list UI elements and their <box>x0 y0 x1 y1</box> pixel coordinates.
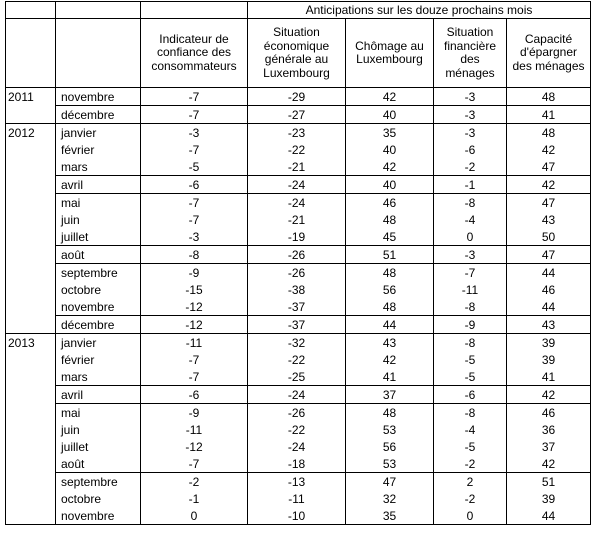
value-cell: 0 <box>434 507 507 525</box>
value-cell: -24 <box>248 176 346 194</box>
table-row <box>6 507 591 525</box>
year-cell <box>6 404 56 422</box>
year-cell <box>6 141 56 158</box>
value-cell: -11 <box>434 281 507 298</box>
table-row <box>6 176 591 194</box>
year-cell <box>6 176 56 194</box>
value-cell: 47 <box>507 246 591 264</box>
year-cell <box>6 455 56 473</box>
value-cell: 44 <box>507 507 591 525</box>
year-cell <box>6 386 56 404</box>
month-cell: novembre <box>56 88 141 106</box>
value-cell: 40 <box>346 141 434 158</box>
table-row <box>6 106 591 124</box>
value-cell: 42 <box>507 141 591 158</box>
value-cell: -7 <box>141 368 248 386</box>
value-cell: -5 <box>434 368 507 386</box>
year-cell <box>6 298 56 316</box>
value-cell: -26 <box>248 404 346 422</box>
table-row <box>6 490 591 507</box>
value-cell: 37 <box>346 386 434 404</box>
month-cell: janvier <box>56 334 141 352</box>
value-cell: -27 <box>248 106 346 124</box>
year-cell <box>6 368 56 386</box>
year-cell <box>6 228 56 246</box>
value-cell: -7 <box>141 455 248 473</box>
value-cell: 35 <box>346 507 434 525</box>
value-cell: 46 <box>507 281 591 298</box>
value-cell: -7 <box>141 88 248 106</box>
value-cell: -19 <box>248 228 346 246</box>
value-cell: 2 <box>434 473 507 491</box>
column-header: Capacité d'épargner des ménages <box>507 19 591 88</box>
value-cell: 48 <box>346 211 434 228</box>
value-cell: 53 <box>346 455 434 473</box>
value-cell: 43 <box>507 211 591 228</box>
value-cell: -3 <box>434 106 507 124</box>
value-cell: 44 <box>507 298 591 316</box>
table-row <box>6 211 591 228</box>
month-cell: janvier <box>56 124 141 142</box>
table-row <box>6 368 591 386</box>
value-cell: 46 <box>346 194 434 212</box>
table-row <box>6 246 591 264</box>
empty-header-cell <box>141 2 248 19</box>
value-cell: 39 <box>507 351 591 368</box>
year-cell <box>6 351 56 368</box>
value-cell: -4 <box>434 211 507 228</box>
month-cell: décembre <box>56 316 141 334</box>
table-row <box>6 158 591 176</box>
table-row <box>6 386 591 404</box>
month-cell: septembre <box>56 264 141 282</box>
value-cell: -5 <box>141 158 248 176</box>
value-cell: -11 <box>141 334 248 352</box>
month-cell: avril <box>56 386 141 404</box>
value-cell: -12 <box>141 298 248 316</box>
table-row <box>6 473 591 491</box>
value-cell: 41 <box>346 368 434 386</box>
table-row <box>6 141 591 158</box>
value-cell: -6 <box>141 176 248 194</box>
month-cell: mars <box>56 158 141 176</box>
column-header: Chômage au Luxembourg <box>346 19 434 88</box>
year-cell: 2013 <box>6 334 56 352</box>
value-cell: 47 <box>346 473 434 491</box>
month-cell: mars <box>56 368 141 386</box>
value-cell: 39 <box>507 334 591 352</box>
column-header-row <box>6 19 591 88</box>
month-cell: juillet <box>56 438 141 455</box>
year-cell <box>6 490 56 507</box>
year-cell <box>6 264 56 282</box>
year-cell <box>6 507 56 525</box>
table-row <box>6 228 591 246</box>
value-cell: -32 <box>248 334 346 352</box>
value-cell: -22 <box>248 351 346 368</box>
value-cell: -22 <box>248 141 346 158</box>
value-cell: -2 <box>141 473 248 491</box>
value-cell: -2 <box>434 455 507 473</box>
value-cell: -37 <box>248 316 346 334</box>
value-cell: -3 <box>434 246 507 264</box>
value-cell: 48 <box>507 124 591 142</box>
value-cell: -23 <box>248 124 346 142</box>
table-row <box>6 334 591 352</box>
year-cell: 2011 <box>6 88 56 106</box>
year-cell <box>6 158 56 176</box>
month-cell: juillet <box>56 228 141 246</box>
value-cell: 56 <box>346 438 434 455</box>
value-cell: -5 <box>434 351 507 368</box>
value-cell: -29 <box>248 88 346 106</box>
value-cell: -38 <box>248 281 346 298</box>
empty-header-cell <box>56 2 141 19</box>
year-cell <box>6 473 56 491</box>
value-cell: 50 <box>507 228 591 246</box>
value-cell: 43 <box>346 334 434 352</box>
empty-corner-cell <box>6 2 56 19</box>
value-cell: 42 <box>507 386 591 404</box>
value-cell: -4 <box>434 421 507 438</box>
value-cell: -8 <box>434 334 507 352</box>
value-cell: 39 <box>507 490 591 507</box>
value-cell: 48 <box>346 404 434 422</box>
value-cell: 47 <box>507 158 591 176</box>
value-cell: 0 <box>434 228 507 246</box>
year-cell: 2012 <box>6 124 56 142</box>
value-cell: 32 <box>346 490 434 507</box>
column-header: Situation financière des ménages <box>434 19 507 88</box>
value-cell: 37 <box>507 438 591 455</box>
month-cell: février <box>56 351 141 368</box>
table-row <box>6 421 591 438</box>
month-cell: février <box>56 141 141 158</box>
month-cell: août <box>56 455 141 473</box>
value-cell: -3 <box>434 124 507 142</box>
value-cell: -7 <box>141 211 248 228</box>
value-cell: -25 <box>248 368 346 386</box>
value-cell: 41 <box>507 368 591 386</box>
year-cell <box>6 316 56 334</box>
table-row <box>6 455 591 473</box>
year-header-cell <box>6 19 56 88</box>
value-cell: 44 <box>346 316 434 334</box>
value-cell: -1 <box>141 490 248 507</box>
month-header-cell <box>56 19 141 88</box>
table-row <box>6 264 591 282</box>
value-cell: 41 <box>507 106 591 124</box>
value-cell: -9 <box>434 316 507 334</box>
value-cell: 44 <box>507 264 591 282</box>
table-row <box>6 404 591 422</box>
column-header: Situation économique générale au Luxembourg <box>248 19 346 88</box>
value-cell: -15 <box>141 281 248 298</box>
value-cell: 42 <box>507 176 591 194</box>
value-cell: 40 <box>346 106 434 124</box>
value-cell: -1 <box>434 176 507 194</box>
value-cell: 42 <box>507 455 591 473</box>
value-cell: -11 <box>141 421 248 438</box>
value-cell: -12 <box>141 316 248 334</box>
value-cell: 48 <box>346 264 434 282</box>
value-cell: -24 <box>248 194 346 212</box>
year-cell <box>6 438 56 455</box>
value-cell: 43 <box>507 316 591 334</box>
header-top-row <box>6 2 591 19</box>
value-cell: -3 <box>434 88 507 106</box>
table-row <box>6 88 591 106</box>
year-cell <box>6 246 56 264</box>
value-cell: -6 <box>141 386 248 404</box>
value-cell: -6 <box>434 386 507 404</box>
confidence-table <box>5 1 591 525</box>
year-cell <box>6 106 56 124</box>
month-cell: novembre <box>56 507 141 525</box>
month-cell: mai <box>56 194 141 212</box>
value-cell: -13 <box>248 473 346 491</box>
value-cell: -21 <box>248 158 346 176</box>
value-cell: -18 <box>248 455 346 473</box>
month-cell: décembre <box>56 106 141 124</box>
value-cell: -8 <box>434 194 507 212</box>
value-cell: -26 <box>248 246 346 264</box>
month-cell: octobre <box>56 490 141 507</box>
value-cell: -5 <box>434 438 507 455</box>
table-row <box>6 298 591 316</box>
value-cell: 45 <box>346 228 434 246</box>
table-row <box>6 316 591 334</box>
value-cell: -2 <box>434 158 507 176</box>
value-cell: -21 <box>248 211 346 228</box>
value-cell: 42 <box>346 88 434 106</box>
value-cell: -37 <box>248 298 346 316</box>
month-cell: avril <box>56 176 141 194</box>
value-cell: -8 <box>434 298 507 316</box>
value-cell: -9 <box>141 264 248 282</box>
value-cell: -7 <box>141 141 248 158</box>
year-cell <box>6 194 56 212</box>
month-cell: août <box>56 246 141 264</box>
value-cell: -10 <box>248 507 346 525</box>
value-cell: 35 <box>346 124 434 142</box>
value-cell: 48 <box>346 298 434 316</box>
value-cell: -26 <box>248 264 346 282</box>
value-cell: 51 <box>507 473 591 491</box>
table-row <box>6 438 591 455</box>
value-cell: -7 <box>141 106 248 124</box>
value-cell: -8 <box>141 246 248 264</box>
anticipations-title: Anticipations sur les douze prochains mois <box>248 2 591 19</box>
value-cell: 51 <box>346 246 434 264</box>
value-cell: -24 <box>248 438 346 455</box>
month-cell: octobre <box>56 281 141 298</box>
table-row <box>6 351 591 368</box>
month-cell: juin <box>56 421 141 438</box>
month-cell: juin <box>56 211 141 228</box>
value-cell: -6 <box>434 141 507 158</box>
value-cell: 53 <box>346 421 434 438</box>
table-row <box>6 194 591 212</box>
value-cell: 56 <box>346 281 434 298</box>
value-cell: -9 <box>141 404 248 422</box>
value-cell: -7 <box>141 194 248 212</box>
column-header: Indicateur de confiance des consommateurs <box>141 19 248 88</box>
month-cell: septembre <box>56 473 141 491</box>
value-cell: 0 <box>141 507 248 525</box>
month-cell: mai <box>56 404 141 422</box>
table-row <box>6 124 591 142</box>
value-cell: 42 <box>346 351 434 368</box>
value-cell: -11 <box>248 490 346 507</box>
value-cell: -2 <box>434 490 507 507</box>
value-cell: 47 <box>507 194 591 212</box>
table-row <box>6 281 591 298</box>
value-cell: -22 <box>248 421 346 438</box>
value-cell: -3 <box>141 124 248 142</box>
value-cell: 42 <box>346 158 434 176</box>
value-cell: 48 <box>507 88 591 106</box>
value-cell: 46 <box>507 404 591 422</box>
value-cell: -3 <box>141 228 248 246</box>
month-cell: novembre <box>56 298 141 316</box>
year-cell <box>6 211 56 228</box>
year-cell <box>6 281 56 298</box>
value-cell: -7 <box>434 264 507 282</box>
value-cell: 36 <box>507 421 591 438</box>
value-cell: -8 <box>434 404 507 422</box>
value-cell: -7 <box>141 351 248 368</box>
value-cell: -24 <box>248 386 346 404</box>
value-cell: -12 <box>141 438 248 455</box>
value-cell: 40 <box>346 176 434 194</box>
year-cell <box>6 421 56 438</box>
